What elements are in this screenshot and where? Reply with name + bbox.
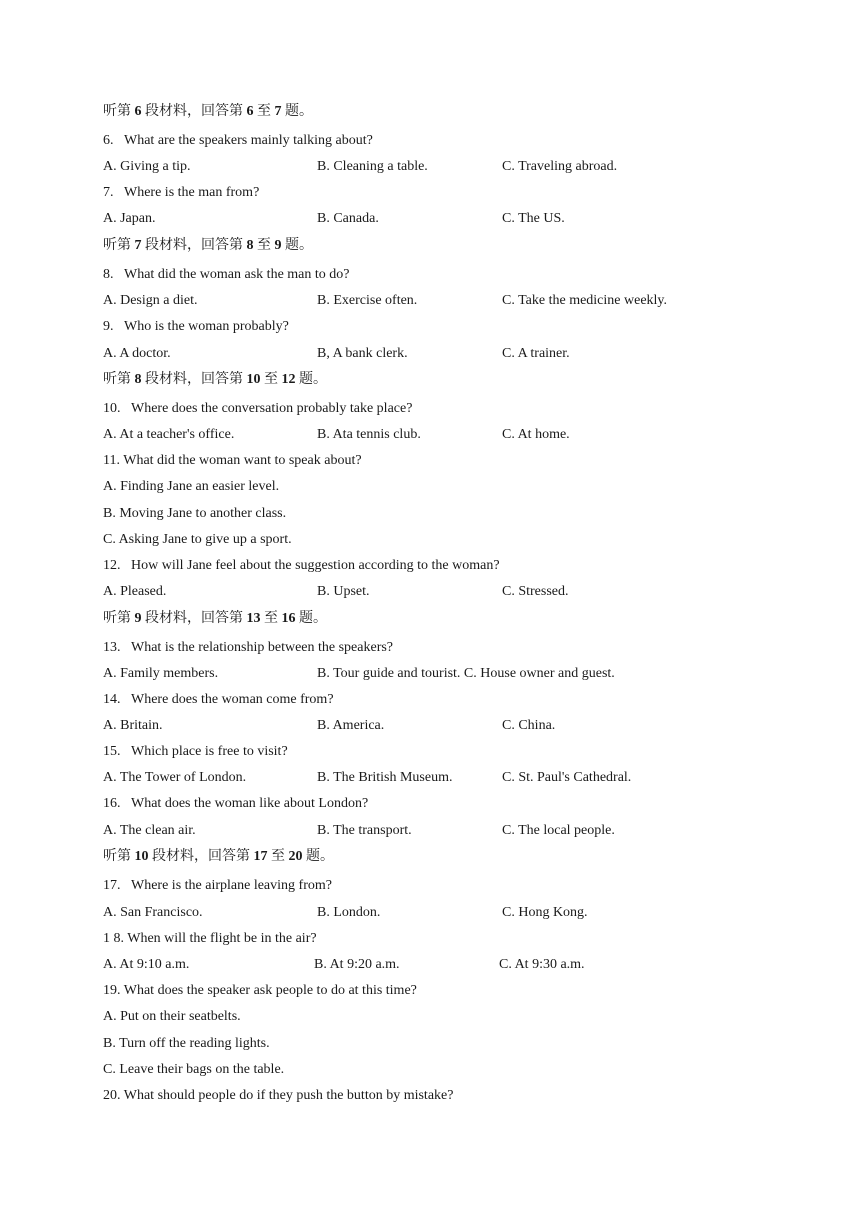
- question-10: 10. Where does the conversation probably take place?: [103, 401, 413, 416]
- option-b: B. Ata tennis club.: [317, 427, 421, 442]
- section-heading: 听第 10 段材料，回答第 17 至 20 题。: [103, 849, 334, 864]
- option-a: A. Put on their seatbelts.: [103, 1009, 241, 1024]
- option-a: A. Pleased.: [103, 584, 167, 599]
- option-a: A. Design a diet.: [103, 293, 198, 308]
- section-heading: 听第 7 段材料，回答第 8 至 9 题。: [103, 238, 313, 253]
- option-b: B. Tour guide and tourist. C. House owner and guest.: [317, 666, 615, 681]
- option-c: C. Leave their bags on the table.: [103, 1062, 285, 1077]
- option-a: A. At 9:10 a.m.: [103, 957, 190, 972]
- option-c: C. China.: [502, 718, 556, 733]
- option-b: B. At 9:20 a.m.: [314, 957, 400, 972]
- option-a: A. A doctor.: [103, 346, 171, 361]
- question-8: 8. What did the woman ask the man to do?: [103, 267, 350, 282]
- option-a: A. Family members.: [103, 666, 219, 681]
- option-a: A. Giving a tip.: [103, 159, 191, 174]
- option-c: C. Traveling abroad.: [502, 159, 618, 174]
- option-c: C. Asking Jane to give up a sport.: [103, 532, 292, 547]
- option-c: C. At 9:30 a.m.: [499, 957, 585, 972]
- question-6: 6. What are the speakers mainly talking about?: [103, 133, 373, 148]
- option-c: C. St. Paul's Cathedral.: [502, 770, 632, 785]
- question-9: 9. Who is the woman probably?: [103, 319, 289, 334]
- option-a: A. The clean air.: [103, 823, 196, 838]
- option-c: C. Hong Kong.: [502, 905, 588, 920]
- section-heading: 听第 9 段材料，回答第 13 至 16 题。: [103, 611, 327, 626]
- option-b: B. London.: [317, 905, 381, 920]
- option-a: A. Finding Jane an easier level.: [103, 479, 280, 494]
- section-heading: 听第 6 段材料，回答第 6 至 7 题。: [103, 104, 313, 119]
- option-a: A. Britain.: [103, 718, 163, 733]
- question-7: 7. Where is the man from?: [103, 185, 260, 200]
- option-b: B. Moving Jane to another class.: [103, 506, 287, 521]
- option-b: B. The transport.: [317, 823, 412, 838]
- option-a: A. At a teacher's office.: [103, 427, 235, 442]
- option-c: C. A trainer.: [502, 346, 570, 361]
- option-c: C. The US.: [502, 211, 565, 226]
- option-b: B. The British Museum.: [317, 770, 453, 785]
- option-b: B. Canada.: [317, 211, 379, 226]
- question-11: 11. What did the woman want to speak about?: [103, 453, 362, 468]
- option-b: B. America.: [317, 718, 385, 733]
- option-c: C. At home.: [502, 427, 570, 442]
- option-c: C. Stressed.: [502, 584, 569, 599]
- question-16: 16. What does the woman like about London?: [103, 796, 369, 811]
- option-b: B. Exercise often.: [317, 293, 418, 308]
- question-17: 17. Where is the airplane leaving from?: [103, 878, 332, 893]
- option-b: B. Upset.: [317, 584, 370, 599]
- option-b: B. Turn off the reading lights.: [103, 1036, 270, 1051]
- option-b: B. Cleaning a table.: [317, 159, 428, 174]
- question-18: 1 8. When will the flight be in the air?: [103, 931, 317, 946]
- option-a: A. Japan.: [103, 211, 156, 226]
- question-14: 14. Where does the woman come from?: [103, 692, 334, 707]
- section-heading: 听第 8 段材料，回答第 10 至 12 题。: [103, 372, 327, 387]
- option-b: B, A bank clerk.: [317, 346, 408, 361]
- option-a: A. San Francisco.: [103, 905, 203, 920]
- question-15: 15. Which place is free to visit?: [103, 744, 288, 759]
- option-a: A. The Tower of London.: [103, 770, 247, 785]
- option-c: C. Take the medicine weekly.: [502, 293, 668, 308]
- question-19: 19. What does the speaker ask people to do at this time?: [103, 983, 417, 998]
- question-12: 12. How will Jane feel about the suggestion according to the woman?: [103, 558, 500, 573]
- question-20: 20. What should people do if they push the button by mistake?: [103, 1088, 454, 1103]
- option-c: C. The local people.: [502, 823, 615, 838]
- question-13: 13. What is the relationship between the speakers?: [103, 640, 394, 655]
